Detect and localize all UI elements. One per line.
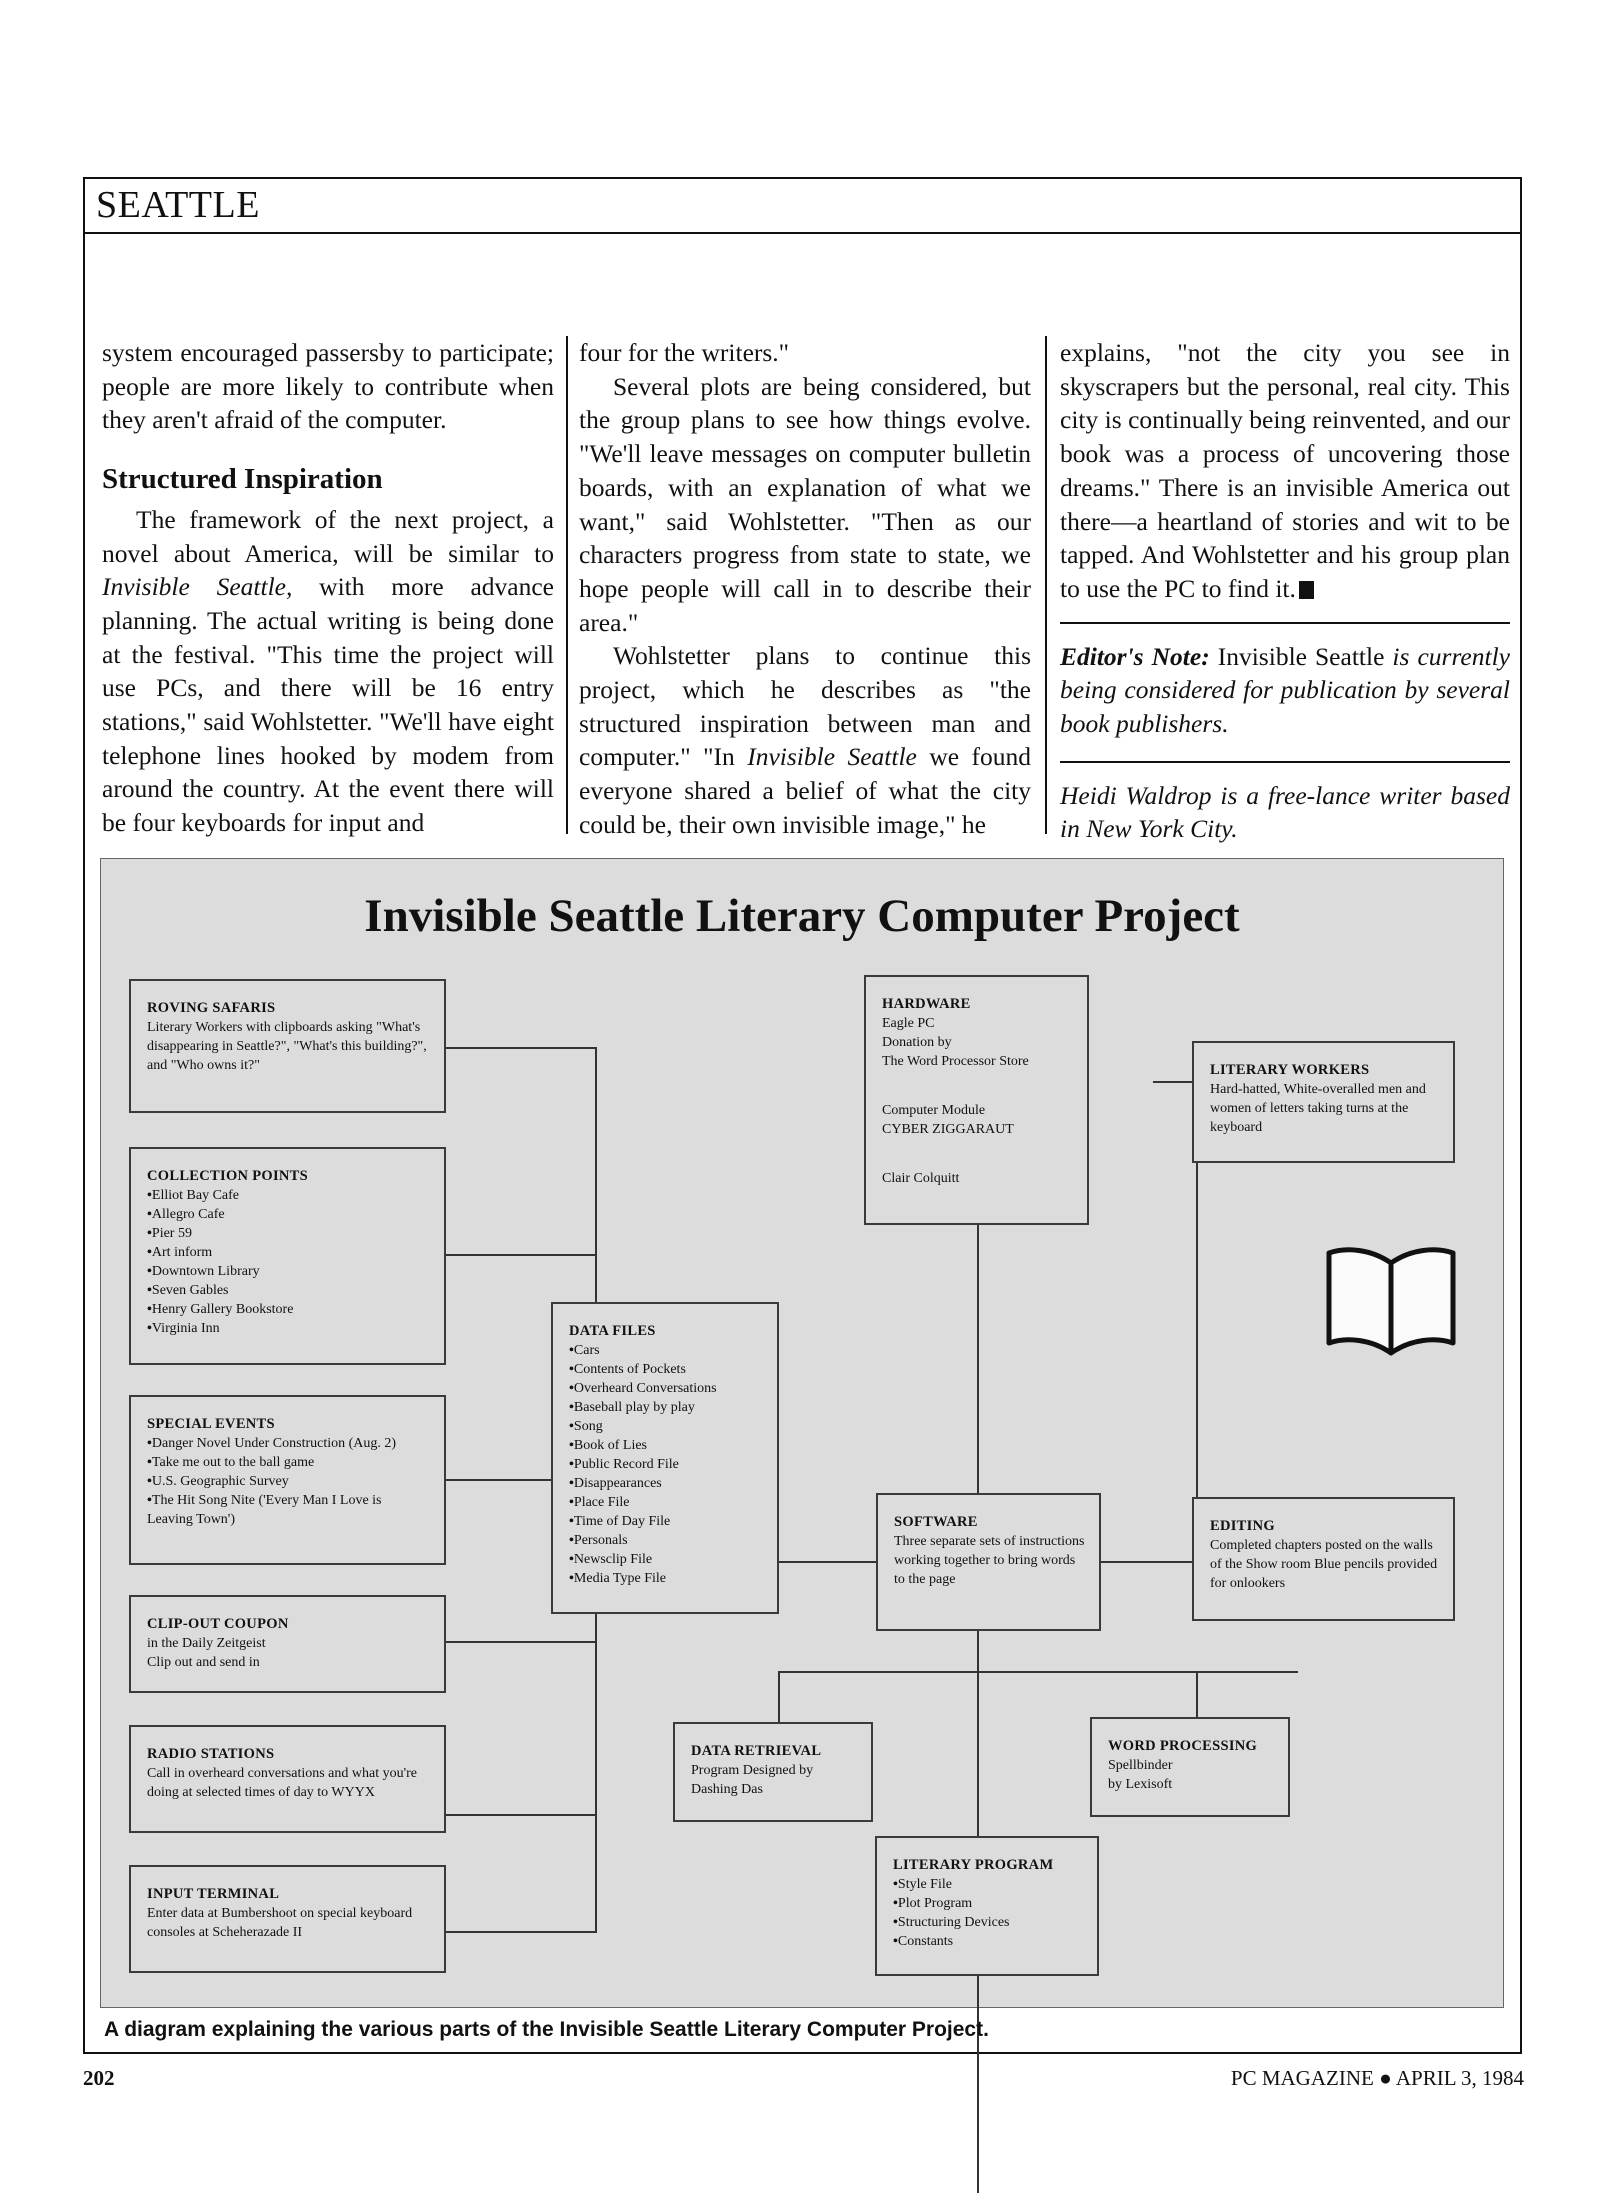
project-diagram xyxy=(100,858,1504,2008)
box-hardware: HARDWARE Eagle PC Donation by The Word Processor Store Computer Module CYBER ZIGGARAUT Clair Colquitt xyxy=(864,975,1089,1225)
column-rule xyxy=(1045,336,1047,834)
col1-paragraph-1: system encouraged passersby to participate; people are more likely to contribute when they aren't afraid of the computer. xyxy=(102,338,554,435)
connector-line xyxy=(778,1671,1298,1673)
separator xyxy=(1060,622,1510,624)
col2-paragraph-1: four for the writers." xyxy=(579,338,790,367)
connector-line xyxy=(444,1254,597,1256)
subhead-structured-inspiration: Structured Inspiration xyxy=(102,463,383,496)
header-rule xyxy=(83,232,1522,234)
connector-line xyxy=(444,1931,597,1933)
box-radio-stations: RADIO STATIONS Call in overheard conversations and what you're doing at selected times of day to WYYX xyxy=(129,1725,446,1833)
page-number: 202 xyxy=(83,2066,115,2090)
connector-line xyxy=(1196,1163,1198,1547)
open-book-icon xyxy=(1321,1235,1461,1365)
footer-publication: PC MAGAZINE ● APRIL 3, 1984 xyxy=(1230,2066,1524,2090)
col2-paragraph-3: Wohlstetter plans to continue this project, which he describes as "the structured inspiration between man and computer." "In Invisible Seattle we found everyone shared a belief of what the city could be, their own invisible image," he xyxy=(579,641,1032,839)
connector-line xyxy=(1101,1561,1198,1563)
diagram-title: Invisible Seattle Literary Computer Project xyxy=(364,890,1240,942)
connector-line xyxy=(777,1561,877,1563)
box-roving-safaris: ROVING SAFARIS Literary Workers with clipboards asking "What's disappearing in Seattle?", "What's this building?", and "Who owns it?" xyxy=(129,979,446,1113)
author-bio: Heidi Waldrop is a free-lance writer based in New York City. xyxy=(1060,780,1510,844)
column-rule xyxy=(566,336,568,834)
col1-paragraph-2: The framework of the next project, a novel about America, will be similar to Invisible Seattle, with more advance planning. The actual writing is being done at the festival. "This time the project will use PCs, and there will be 16 entry stations," said Wohlstetter. "We'll have eight telephone lines hooked by modem from around the country. At the event there will be four keyboards for input and xyxy=(102,504,554,838)
box-data-files: DATA FILES • Cars • Contents of Pockets • Overheard Conversations • Baseball play by play • Song • Book of Lies • Public Record File • Disappearances • Place File • Time of Day File • Personals • Newsclip File • Media Type File xyxy=(551,1302,779,1614)
box-clip-out-coupon: CLIP-OUT COUPON in the Daily Zeitgeist Clip out and send in xyxy=(129,1595,446,1693)
end-mark-icon xyxy=(1299,581,1314,599)
box-literary-workers: LITERARY WORKERS Hard-hatted, White-overalled men and women of letters taking turns at the keyboard xyxy=(1192,1041,1455,1163)
box-special-events: SPECIAL EVENTS • Danger Novel Under Construction (Aug. 2) • Take me out to the ball game • U.S. Geographic Survey • The Hit Song Nite ('Every Man I Love is Leaving Town') xyxy=(129,1395,446,1565)
box-collection-points: COLLECTION POINTS • Elliot Bay Cafe • Allegro Cafe • Pier 59 • Art inform • Downtown Library • Seven Gables • Henry Gallery Bookstore • Virginia Inn xyxy=(129,1147,446,1365)
col3-paragraph-1: explains, "not the city you see in skyscrapers but the personal, real city. This city is continually being reinvented, and our book was a process of uncovering those dreams." There is an invisible America out there—a heartland of stories and wit to be tapped. And Wohlstetter and his group plan to use the PC to find it. xyxy=(1060,338,1510,603)
connector-line xyxy=(977,1225,979,2193)
connector-line xyxy=(444,1814,597,1816)
section-title: SEATTLE xyxy=(96,184,260,226)
connector-line xyxy=(444,1047,597,1049)
column-2 xyxy=(579,336,1031,842)
separator xyxy=(1060,761,1510,763)
column-3 xyxy=(1060,336,1510,846)
connector-line xyxy=(444,1641,597,1643)
box-software: SOFTWARE Three separate sets of instructions working together to bring words to the page xyxy=(876,1493,1101,1631)
box-word-processing: WORD PROCESSING Spellbinder by Lexisoft xyxy=(1090,1717,1290,1817)
box-editing: EDITING Completed chapters posted on the walls of the Show room Blue pencils provided for onlookers xyxy=(1192,1497,1455,1621)
col2-paragraph-2: Several plots are being considered, but the group plans to see how things evolve. "We'll leave messages on computer bulletin boards, with an explanation of what we want," said Wohlstetter. "Then as our characters progress from state to state, we hope people will call in to describe their area." xyxy=(579,371,1031,637)
diagram-caption: A diagram explaining the various parts of the Invisible Seattle Literary Computer Project. xyxy=(104,2018,989,2041)
box-literary-program: LITERARY PROGRAM • Style File • Plot Program • Structuring Devices • Constants xyxy=(875,1836,1099,1976)
editors-note: Editor's Note: Invisible Seattle is currently being considered for publication by several book publishers. xyxy=(1060,641,1510,739)
box-input-terminal: INPUT TERMINAL Enter data at Bumbershoot on special keyboard consoles at Scheherazade II xyxy=(129,1865,446,1973)
box-data-retrieval: DATA RETRIEVAL Program Designed by Dashing Das xyxy=(673,1722,873,1822)
column-1 xyxy=(102,336,554,840)
